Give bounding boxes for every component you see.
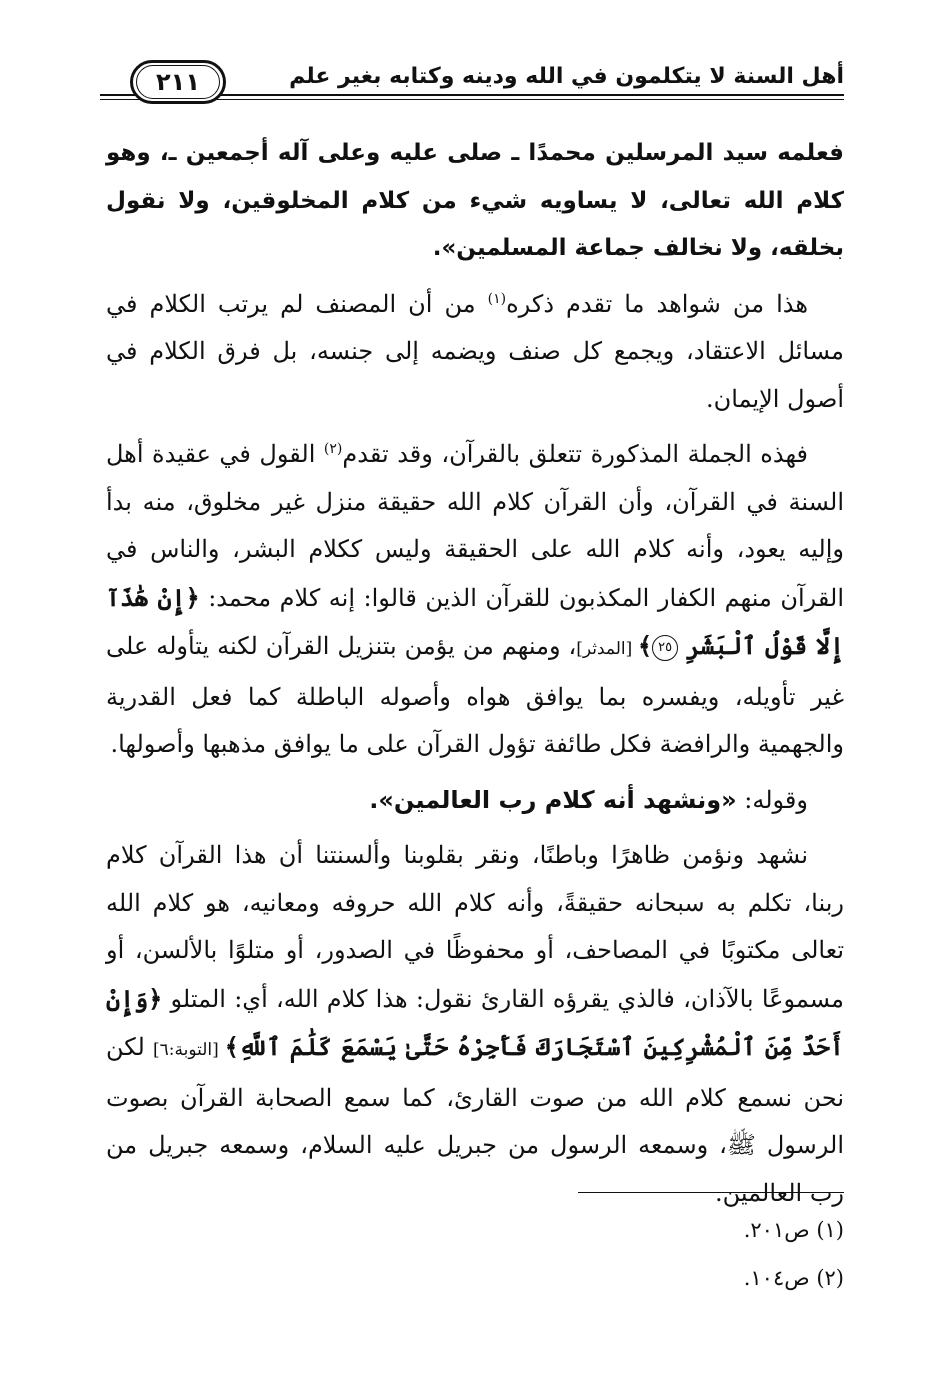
text-span: وقوله: (736, 785, 808, 814)
surah-citation: [التوبة:٦] (152, 1040, 225, 1060)
text-span: لكن نحن نسمع كلام الله من صوت القارئ، كما سمع الصحابة القرآن بصوت الرسول ﷺ، وسمعه الرسول من جبريل عليه السلام، وسمعه جبريل من رب العالمين. (106, 1033, 844, 1207)
paragraph-commentary-3 (106, 832, 844, 1217)
footnote-separator (578, 1192, 844, 1193)
footnote-1: (١) ص٢٠١. (743, 1218, 844, 1242)
page-header (100, 58, 844, 108)
page-number: ٢١١ (136, 65, 220, 99)
paragraph-commentary-2 (106, 431, 844, 769)
paragraph-quote-end: فعلمه سيد المرسلين محمدًا ـ صلى عليه وعلى آله أجمعين ـ، وهو كلام الله تعالى، لا يساويه شيء من كلام المخلوقين، ولا نقول بخلقه، ولا نخالف جماعة المسلمين». (106, 140, 844, 261)
text-span: من أن المصنف لم يرتب الكلام في مسائل الاعتقاد، ويجمع كل صنف ويضمه إلى جنسه، بل فرق الكلام في أصول الإيمان. (106, 289, 844, 413)
text-span: فهذه الجملة المذكورة تتعلق بالقرآن، وقد تقدم (342, 440, 808, 468)
text-span: هذا من شواهد ما تقدم ذكره (506, 289, 808, 318)
page-number-badge (130, 60, 226, 104)
paragraph-commentary-1 (106, 281, 844, 424)
running-title: أهل السنة لا يتكلمون في الله ودينه وكتابه بغير علم (289, 64, 844, 89)
surah-citation: [المدثر] (576, 639, 639, 659)
text-span: القول في عقيدة أهل السنة في القرآن، وأن القرآن كلام الله حقيقة منزل غير مخلوق، منه بدأ وإليه يعود، وأنه كلام الله على الحقيقة وليس ككلام البشر، والناس في القرآن منهم الكفار المكذبون للقرآن الذين قالوا: إنه كلام محمد: (106, 440, 845, 612)
main-text (106, 130, 844, 1225)
text-span: نشهد ونؤمن ظاهرًا وباطنًا، ونقر بقلوبنا وألسنتنا أن هذا القرآن كلام ربنا، تكلم به سبحانه حقيقةً، وأنه كلام الله حروفه ومعانيه، هو كلام الله تعالى مكتوبًا في المصاحف، أو محفوظًا في الصدور، أو متلوًا بالألسن، أو مسموعًا بالآذان، فالذي يقرؤه القارئ نقول: هذا كلام الله، أي: المتلو (106, 841, 844, 1013)
footnote-ref-1: (١) (487, 290, 507, 307)
quran-verse: ﴿وَإِنْ أَحَدٌ مِّنَ ٱلْمُشْرِكِينَ ٱسْتَجَارَكَ فَأَجِرْهُ حَتَّىٰ يَسْمَعَ كَلَٰمَ ٱللَّهِ﴾ (106, 983, 844, 1061)
footnotes (444, 1206, 844, 1302)
text-span: ، ومنهم من يؤمن بتنزيل القرآن لكنه يتأوله على غير تأويله، ويفسره بما يوافق هواه وأصوله الباطلة كما فعل القدرية والجهمية والرافضة فكل طائفة تؤول القرآن على ما يوافق مذهبها وأصولها. (106, 632, 844, 758)
quoted-statement: «ونشهد أنه كلام رب العالمين». (369, 785, 737, 814)
quran-verse: ﴿إِنْ هَٰذَآ إِلَّا قَوْلُ ٱلْبَشَرِ (106, 582, 845, 660)
verse-number: ٢٥ (652, 635, 678, 661)
footnote-ref-2: (٢) (323, 441, 343, 457)
quran-bracket: ﴾ (638, 631, 653, 660)
paragraph-quote-heading (106, 777, 844, 825)
footnote-2: (٢) ص١٠٤. (743, 1266, 844, 1290)
